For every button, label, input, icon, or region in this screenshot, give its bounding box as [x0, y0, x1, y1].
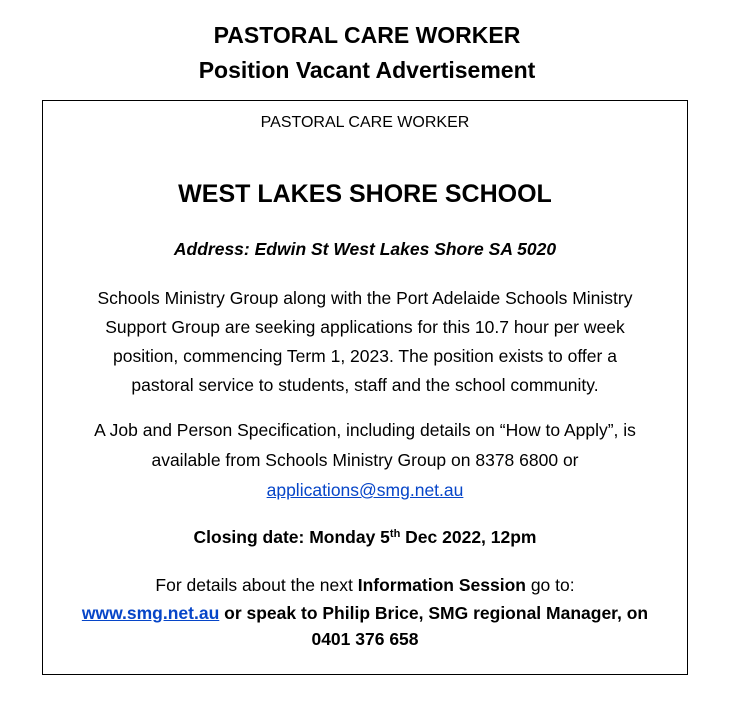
contact-text: or speak to Philip Brice, SMG regional Manager, on	[219, 603, 649, 623]
info-lead: For details about the next	[155, 575, 358, 595]
page-title: PASTORAL CARE WORKER	[213, 22, 521, 48]
closing-date	[43, 526, 687, 548]
advertisement-box	[42, 100, 688, 675]
school-address: Address: Edwin St West Lakes Shore SA 5020	[173, 239, 557, 259]
closing-date-ordinal: th	[389, 528, 401, 540]
spec-line: available from Schools Ministry Group on 8378 6800 or	[151, 450, 579, 470]
spec-line: A Job and Person Specification, including details on “How to Apply”, is	[94, 420, 636, 440]
role-heading: PASTORAL CARE WORKER	[260, 114, 470, 131]
email-line	[43, 479, 687, 501]
info-session-label: Information Session	[357, 575, 526, 595]
contact-phone: 0401 376 658	[311, 629, 419, 649]
description-line: position, commencing Term 1, 2023. The position exists to offer a	[113, 346, 617, 366]
description-line: Support Group are seeking applications for this 10.7 hour per week	[105, 317, 625, 337]
school-name: WEST LAKES SHORE SCHOOL	[178, 180, 552, 208]
closing-date-rest: Dec 2022, 12pm	[400, 527, 537, 547]
info-go-to: go to:	[525, 575, 575, 595]
contact-line	[43, 602, 687, 624]
website-link[interactable]: www.smg.net.au	[81, 603, 220, 623]
page-subtitle: Position Vacant Advertisement	[198, 57, 536, 83]
description-line: Schools Ministry Group along with the Port Adelaide Schools Ministry	[97, 288, 633, 308]
description-line: pastoral service to students, staff and the school community.	[131, 375, 599, 395]
closing-date-prefix: Closing date: Monday 5	[193, 527, 390, 547]
email-link[interactable]: applications@smg.net.au	[266, 480, 464, 500]
info-session-line	[43, 574, 687, 596]
